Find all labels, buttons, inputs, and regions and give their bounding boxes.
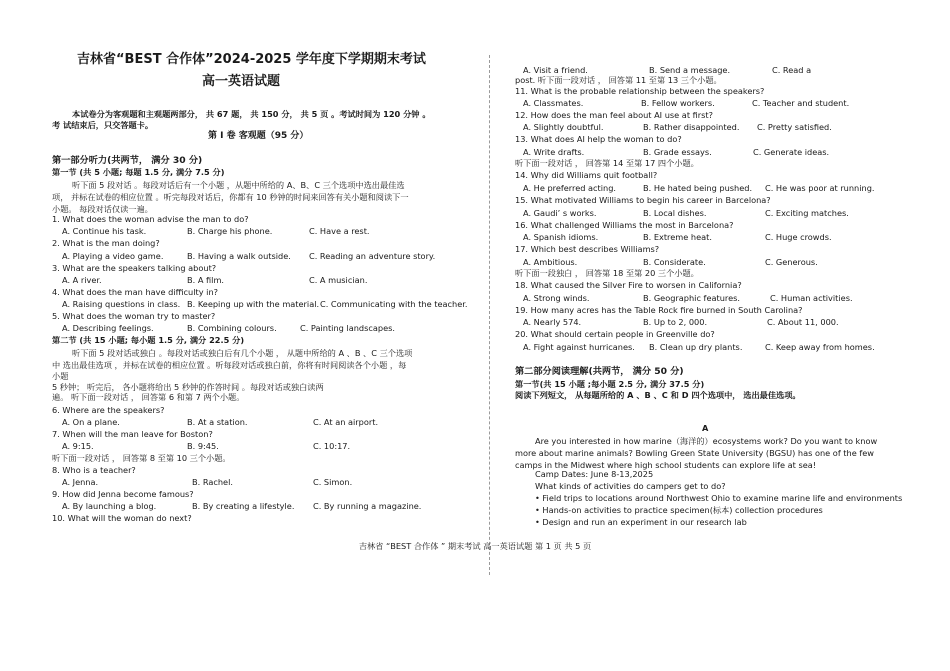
question-17-option-c: C. Generous. (765, 257, 818, 267)
question-11-option-c: C. Teacher and student. (752, 98, 850, 108)
question-3-stem: 3. What are the speakers talking about? (52, 263, 217, 273)
passage-line-1: Are you interested in how marine（海洋的）ecosystems work? Do you want to know (535, 436, 878, 446)
question-6-option-c: C. At an airport. (313, 417, 379, 427)
part2-sec1-heading: 第一节(共 15 小题 ;每小题 2.5 分, 满分 37.5 分) (515, 379, 705, 389)
activity-bullet-1: • Field trips to locations around Northwest Ohio to examine marine life and environments (535, 493, 903, 503)
question-6-stem: 6. Where are the speakers? (52, 405, 165, 415)
group-14-instructions: 听下面一段对话 ， 回答第 14 至第 17 四个小题。 (515, 158, 699, 168)
question-17-option-b: B. Considerate. (643, 257, 706, 267)
question-17-option-a: A. Ambitious. (523, 257, 578, 267)
question-5-stem: 5. What does the woman try to master? (52, 311, 216, 321)
exam-title: 吉林省“BEST 合作体”2024-2025 学年度下学期期末考试 (77, 52, 426, 67)
question-10-option-c: C. Read a (772, 65, 812, 75)
question-19-option-b: B. Up to 2, 000. (643, 317, 708, 327)
question-3-option-a: A. A river. (62, 275, 102, 285)
question-4-option-b: B. Keeping up with the material. (187, 299, 320, 309)
question-2-option-a: A. Playing a video game. (62, 251, 164, 261)
activity-bullet-3: • Design and run an experiment in our research lab (535, 517, 747, 527)
question-9-stem: 9. How did Jenna become famous? (52, 489, 194, 499)
question-18-option-b: B. Geographic features. (643, 293, 740, 303)
question-19-stem: 19. How many acres has the Table Rock fire burned in South Carolina? (515, 305, 803, 315)
question-14-option-b: B. He hated being pushed. (643, 183, 753, 193)
question-12-option-a: A. Slightly doubtful. (523, 122, 604, 132)
question-6-option-b: B. At a station. (187, 417, 248, 427)
question-9-option-c: C. By running a magazine. (313, 501, 422, 511)
question-8-stem: 8. Who is a teacher? (52, 465, 136, 475)
passage-label: A (702, 423, 709, 433)
sec1-instructions-2: 项， 并标在试卷的相应位置 。听完每段对话后，你都有 10 秒钟的时间来回答有关小题和阅读下一 (52, 192, 409, 202)
question-13-stem: 13. What does AI help the woman to do? (515, 134, 682, 144)
question-18-stem: 18. What caused the Silver Fire to worsen in California? (515, 280, 742, 290)
question-7-option-c: C. 10:17. (313, 441, 351, 451)
part1-sec1-heading: 第一节 (共 5 小题; 每题 1.5 分, 满分 7.5 分) (52, 167, 225, 177)
question-7-option-a: A. 9:15. (62, 441, 94, 451)
question-9-option-a: A. By launching a blog. (62, 501, 157, 511)
question-13-option-b: B. Grade essays. (643, 147, 712, 157)
question-15-stem: 15. What motivated Williams to begin his career in Barcelona? (515, 195, 771, 205)
part2-instructions: 阅读下列短文， 从每题所给的 A 、B 、C 和 D 四个选项中， 选出最佳选项。 (515, 390, 801, 400)
question-16-option-a: A. Spanish idioms. (523, 232, 599, 242)
exam-subtitle: 高一英语试题 (202, 74, 281, 89)
question-15-option-b: B. Local dishes. (643, 208, 707, 218)
question-14-stem: 14. Why did Williams quit football? (515, 170, 658, 180)
passage-line-3: camps in the Midwest where high school students can explore life at sea! (515, 460, 817, 470)
question-13-option-c: C. Generate ideas. (753, 147, 830, 157)
sec2-instructions-2: 中 选出最佳选项 ，并标在试卷的相应位置 。听每段对话或独白前，你将有时间阅读各个小题 ，每 (52, 360, 407, 370)
question-20-option-b: B. Clean up dry plants. (649, 342, 743, 352)
question-20-stem: 20. What should certain people in Greenville do? (515, 329, 715, 339)
question-1-stem: 1. What does the woman advise the man to do? (52, 214, 249, 224)
question-6-option-a: A. On a plane. (62, 417, 120, 427)
question-15-option-c: C. Exciting matches. (765, 208, 849, 218)
sec1-instructions-1: 听下面 5 段对话 。每段对话后有一个小题 ，从题中所给的 A、B、C 三个选项中选出最佳选 (72, 180, 405, 190)
question-3-option-c: C. A musician. (309, 275, 368, 285)
question-5-option-b: B. Combining colours. (187, 323, 277, 333)
activities-question: What kinds of activities do campers get to do? (535, 481, 726, 491)
passage-line-2: more about marine animals? Bowling Green State University (BGSU) has one of the few (515, 448, 874, 458)
question-16-stem: 16. What challenged Williams the most in Barcelona? (515, 220, 734, 230)
part2-heading: 第二部分阅读理解(共两节， 满分 50 分) (515, 366, 684, 377)
notice-line-1: 本试卷分为客观题和主观题两部分， 共 67 题， 共 150 分， 共 5 页 。考试时间为 120 分钟 。 (72, 109, 431, 119)
question-1-option-a: A. Continue his task. (62, 226, 147, 236)
question-20-option-a: A. Fight against hurricanes. (523, 342, 635, 352)
question-18-option-c: C. Human activities. (770, 293, 853, 303)
question-8-option-c: C. Simon. (313, 477, 353, 487)
question-12-option-b: B. Rather disappointed. (643, 122, 740, 132)
part1-sec2-heading: 第二节 (共 15 小题; 每小题 1.5 分, 满分 22.5 分) (52, 335, 245, 345)
group-8-instructions: 听下面一段对话 ， 回答第 8 至第 10 三个小题。 (52, 453, 231, 463)
sec1-instructions-3: 小题。 每段对话仅读一遍。 (52, 204, 153, 214)
sec2-instructions-3: 小题 (52, 371, 69, 381)
camp-dates: Camp Dates: June 8-13,2025 (535, 469, 654, 479)
question-12-stem: 12. How does the man feel about AI use at first? (515, 110, 713, 120)
question-5-option-a: A. Describing feelings. (62, 323, 154, 333)
question-4-stem: 4. What does the man have difficulty in? (52, 287, 218, 297)
activity-bullet-2: • Hands-on activities to practice specimen(标本) collection procedures (535, 505, 823, 515)
question-17-stem: 17. Which best describes Williams? (515, 244, 660, 254)
question-7-option-b: B. 9:45. (187, 441, 219, 451)
part1-heading: 第一部分听力(共两节， 满分 30 分) (52, 155, 203, 166)
question-10-option-a: A. Visit a friend. (523, 65, 588, 75)
question-8-option-b: B. Rachel. (192, 477, 233, 487)
question-4-option-a: A. Raising questions in class. (62, 299, 181, 309)
column-divider (489, 55, 490, 575)
question-20-option-c: C. Keep away from homes. (765, 342, 875, 352)
question-16-option-b: B. Extreme heat. (643, 232, 712, 242)
question-13-option-a: A. Write drafts. (523, 147, 585, 157)
question-1-option-b: B. Charge his phone. (187, 226, 273, 236)
question-19-option-a: A. Nearly 574. (523, 317, 582, 327)
question-12-option-c: C. Pretty satisfied. (757, 122, 832, 132)
question-2-option-c: C. Reading an adventure story. (309, 251, 436, 261)
question-15-option-a: A. Gaudi’ s works. (523, 208, 597, 218)
question-19-option-c: C. About 11, 000. (767, 317, 839, 327)
question-18-option-a: A. Strong winds. (523, 293, 590, 303)
question-11-option-b: B. Fellow workers. (641, 98, 715, 108)
question-1-option-c: C. Have a rest. (309, 226, 370, 236)
question-7-stem: 7. When will the man leave for Boston? (52, 429, 213, 439)
question-2-option-b: B. Having a walk outside. (187, 251, 291, 261)
question-4-option-c: C. Communicating with the teacher. (320, 299, 468, 309)
question-10-option-b: B. Send a message. (649, 65, 731, 75)
question-5-option-c: C. Painting landscapes. (300, 323, 396, 333)
sec2-instructions-1: 听下面 5 段对话或独白 。每段对话或独白后有几个小题 ， 从题中所给的 A 、B 、C 三个选项 (72, 348, 413, 358)
question-8-option-a: A. Jenna. (62, 477, 99, 487)
sec2-instructions-4: 5 秒钟； 听完后， 各小题将给出 5 秒钟的作答时间 。每段对话或独白读两 (52, 382, 324, 392)
question-2-stem: 2. What is the man doing? (52, 238, 160, 248)
group-11-instructions: post. 听下面一段对话 ， 回答第 11 至第 13 三个小题。 (515, 75, 722, 85)
question-14-option-a: A. He preferred acting. (523, 183, 617, 193)
question-11-option-a: A. Classmates. (523, 98, 584, 108)
question-3-option-b: B. A film. (187, 275, 225, 285)
question-14-option-c: C. He was poor at running. (765, 183, 875, 193)
volume-heading: 第 I 卷 客观题（95 分） (208, 131, 309, 141)
page-footer: 吉林省 “BEST 合作体 ” 期末考试 高一英语试题 第 1 页 共 5 页 (358, 541, 592, 551)
notice-line-2: 考 试结束后，只交答题卡。 (52, 120, 154, 130)
sec2-instructions-5: 遍。 听下面一段对话 ， 回答第 6 和第 7 两个小题。 (52, 392, 245, 402)
question-10-stem: 10. What will the woman do next? (52, 513, 192, 523)
question-16-option-c: C. Huge crowds. (765, 232, 832, 242)
question-11-stem: 11. What is the probable relationship between the speakers? (515, 86, 765, 96)
question-9-option-b: B. By creating a lifestyle. (192, 501, 295, 511)
group-18-instructions: 听下面一段独白 ， 回答第 18 至第 20 三个小题。 (515, 268, 699, 278)
